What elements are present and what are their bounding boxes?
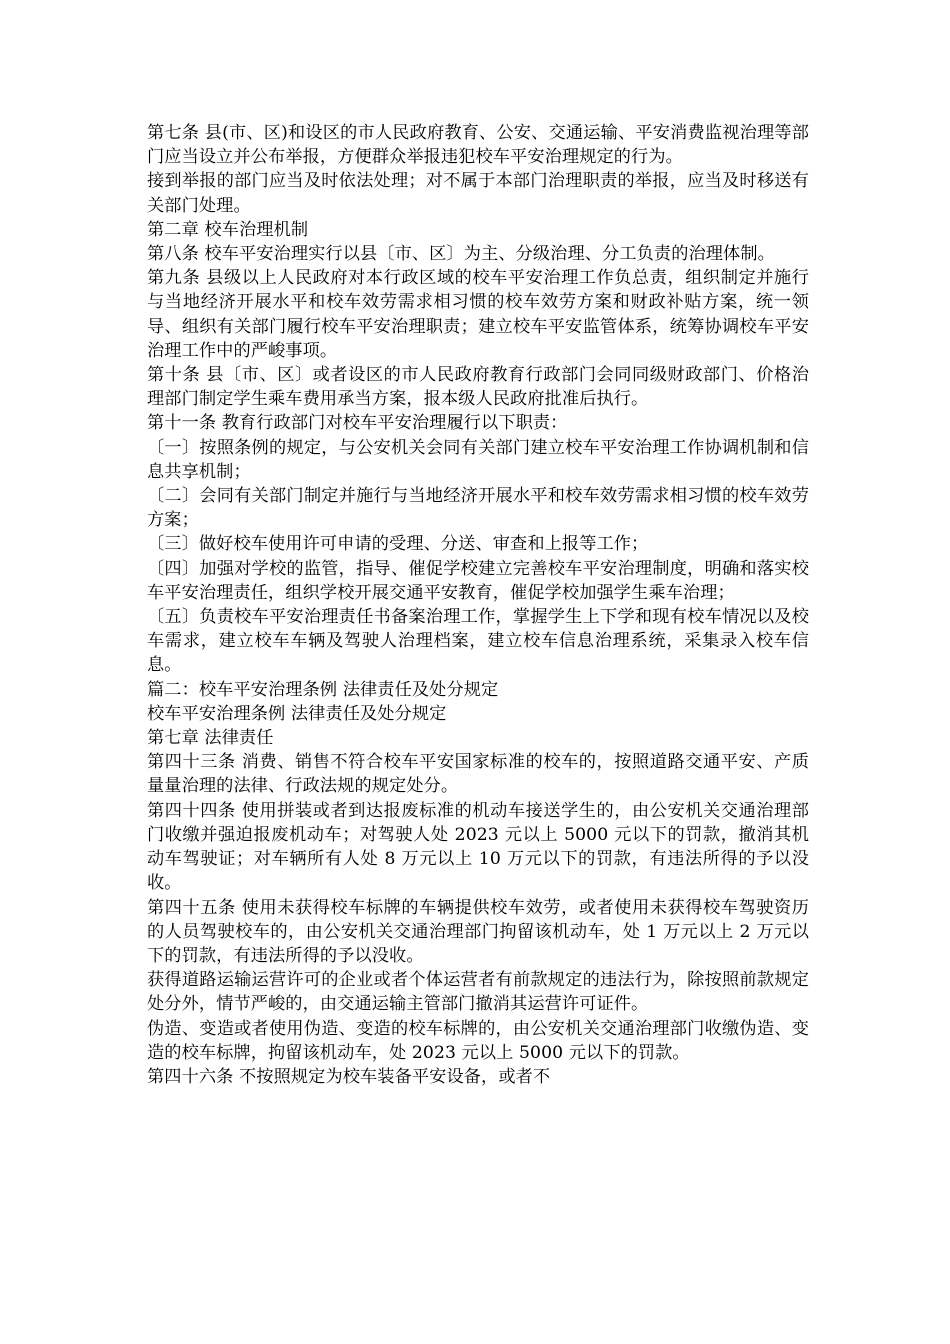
chapter-7-heading: 第七章 法律责任 [147,728,274,749]
paragraph-article-9: 第九条 县级以上人民政府对本行政区域的校车平安治理工作负总责，组织制定并施行与当地经济开展水平和校车效劳需求相习惯的校车效劳方案和财政补贴方案，统一领导、组织有关部门履行校车平安治理职责；建立校车平安监管体系，统筹协调校车平安治理工作中的严峻事项。 [147,268,809,361]
paragraph-report-handling: 接到举报的部门应当及时依法处理；对不属于本部门治理职责的举报，应当及时移送有关部门处理。 [147,171,809,216]
list-item-1: 〔一〕按照条例的规定，与公安机关会同有关部门建立校车平安治理工作协调机制和信息共享机制； [147,437,809,482]
paragraph-article-8: 第八条 校车平安治理实行以县〔市、区〕为主、分级治理、分工负责的治理体制。 [147,244,775,265]
paragraph-article-11: 第十一条 教育行政部门对校车平安治理履行以下职责： [147,413,568,434]
paragraph-article-43: 第四十三条 消费、销售不符合校车平安国家标准的校车的，按照道路交通平安、产质量量治理的法律、行政法规的规定处分。 [147,752,809,797]
paragraph-article-45: 第四十五条 使用未获得校车标牌的车辆提供校车效劳，或者使用未获得校车驾驶资历的人员驾驶校车的，由公安机关交通治理部门拘留该机动车，处 1 万元以上 2 万元以下的罚款，有违法所得的予以没收。 [147,897,809,966]
document-body [147,121,809,1089]
paragraph-article-7: 第七条 县(市、区)和设区的市人民政府教育、公安、交通运输、平安消费监视治理等部门应当设立并公布举报，方便群众举报违犯校车平安治理规定的行为。 [147,123,809,168]
paragraph-article-44: 第四十四条 使用拼装或者到达报废标准的机动车接送学生的，由公安机关交通治理部门收缴并强迫报废机动车；对驾驶人处 2023 元以上 5000 元以下的罚款，撤消其机动车驾驶证；对车辆所有人处 8 万元以上 10 万元以下的罚款，有违法所得的予以没收。 [147,800,809,894]
paragraph-article-45-clause-3: 伪造、变造或者使用伪造、变造的校车标牌的，由公安机关交通治理部门收缴伪造、变造的校车标牌，拘留该机动车，处 2023 元以上 5000 元以下的罚款。 [147,1018,809,1063]
chapter-2-heading: 第二章 校车治理机制 [147,219,309,240]
list-item-2: 〔二〕会同有关部门制定并施行与当地经济开展水平和校车效劳需求相习惯的校车效劳方案； [147,486,809,531]
paragraph-article-10: 第十条 县〔市、区〕或者设区的市人民政府教育行政部门会同同级财政部门、价格治理部门制定学生乘车费用承当方案，报本级人民政府批准后执行。 [147,365,809,410]
document-subtitle: 校车平安治理条例 法律责任及处分规定 [147,703,447,724]
part-2-heading: 篇二：校车平安治理条例 法律责任及处分规定 [147,679,499,700]
list-item-5: 〔五〕负责校车平安治理责任书备案治理工作，掌握学生上下学和现有校车情况以及校车需求，建立校车车辆及驾驶人治理档案，建立校车信息治理系统，采集录入校车信息。 [147,607,809,676]
paragraph-article-45-clause-2: 获得道路运输运营许可的企业或者个体运营者有前款规定的违法行为，除按照前款规定处分外，情节严峻的，由交通运输主管部门撤消其运营许可证件。 [147,970,809,1015]
list-item-3: 〔三〕做好校车使用许可申请的受理、分送、审查和上报等工作； [147,534,649,555]
list-item-4: 〔四〕加强对学校的监管，指导、催促学校建立完善校车平安治理制度，明确和落实校车平安治理责任，组织学校开展交通平安教育，催促学校加强学生乘车治理； [147,558,809,603]
paragraph-article-46: 第四十六条 不按照规定为校车装备平安设备，或者不 [147,1066,551,1087]
